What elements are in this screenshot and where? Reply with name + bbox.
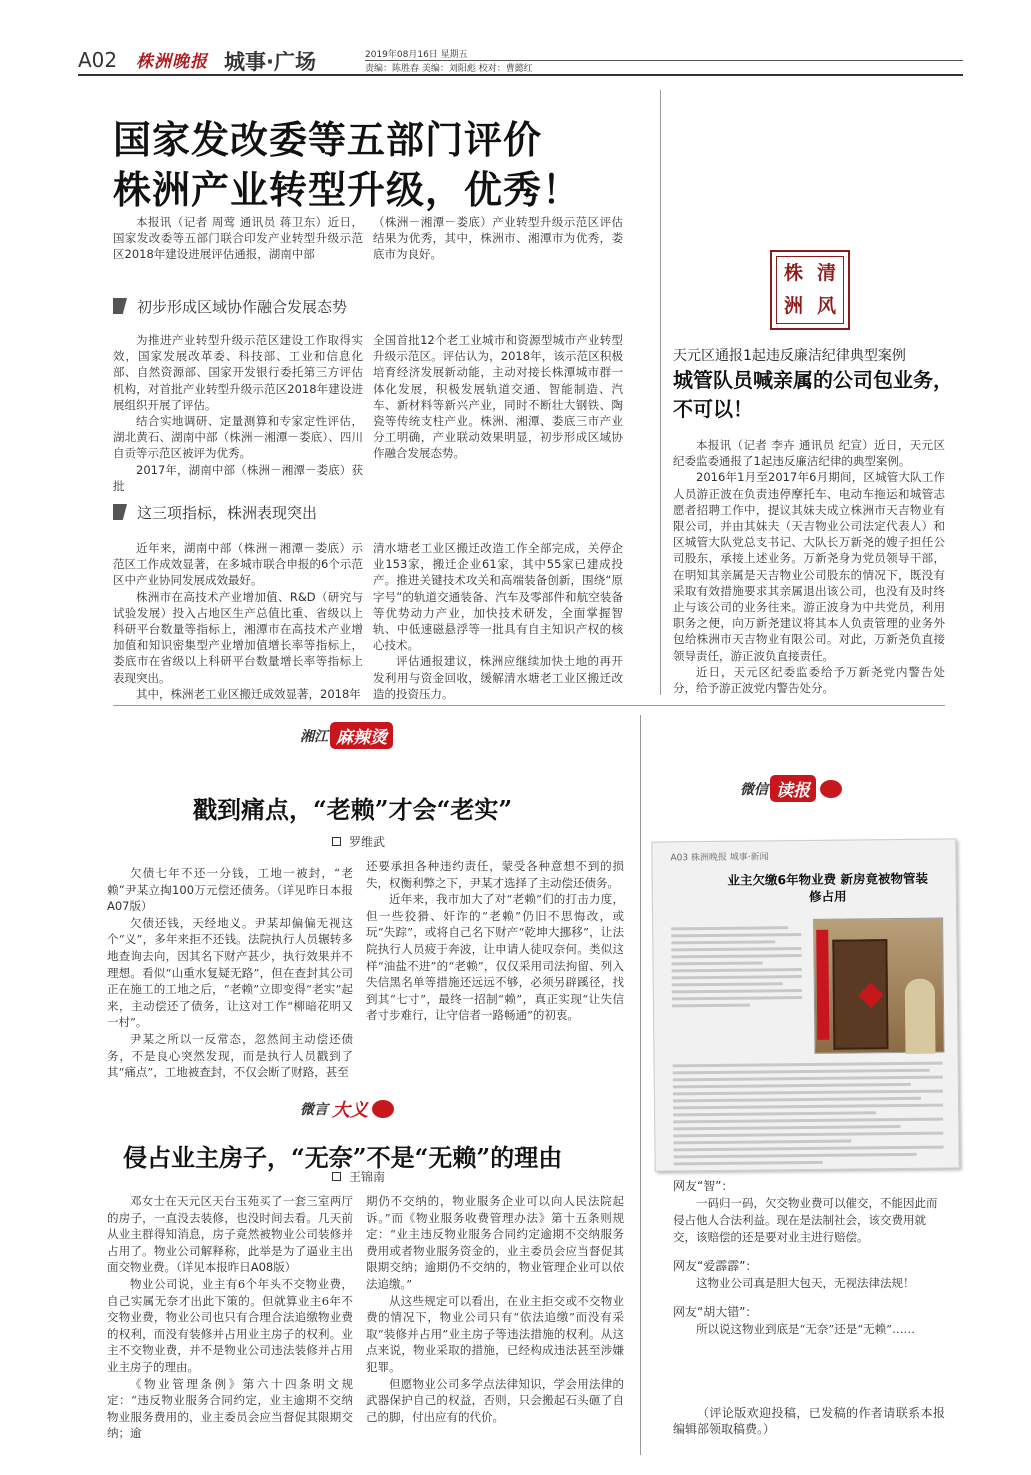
side-paragraph-3: 近日，天元区纪委监委给予万新尧党内警告处分，给予游正波党内警告处分。 (673, 664, 945, 696)
header-rule (78, 74, 963, 76)
side-paragraph-2: 2016年1月至2017年6月期间，区城管大队工作人员游正波在负责违停摩托车、电动车拖运和城管志愿者招聘工作中，提议其妹夫成立株洲市天吉物业有限公司，并由其妹夫（天吉物业公司法定代表人）和区城管大队党总支书记、大队长万新尧的嫂子担任公司股东，承接上述业务。万新尧身为党员领导干部，在明知其亲属是天吉物业公司股东的情况下，既没有采取有效措施要求其亲属退出该公司，也没有及时终止与该公司的业务往来。游正波身为中共党员，利用职务之便，向万新尧建议将其本人负责管理的业务外包给株洲市天吉物业有限公司。对此，万新尧负直接领导责任，游正波负直接责任。 (673, 470, 945, 663)
door-image (832, 939, 888, 1050)
op2-paragraph-2: 物业公司说，业主有6个年头不交物业费，自己实属无奈才出此下策的。但就算业主6年不交物业费，物业公司也只有合理合法追缴物业费的权利，而没有装修并占用业主房子的权利。业主不交物业费，并不是物业公司违法装修并占用业主房子的理由。 (107, 1276, 353, 1374)
badge-prefix: 湘江 (300, 728, 328, 745)
text-line (672, 996, 802, 1000)
text-line (672, 968, 802, 972)
s1-paragraph-1: 为推进产业转型升级示范区建设工作取得实效，国家发展改革委、科技部、工业和信息化部、自然资源部、国家开发银行委托第三方评估机构，对首批产业转型升级示范区2018年建设进展组织开展了评估。 (113, 333, 363, 412)
text-line (673, 1132, 943, 1138)
integrity-seal-stamp (770, 250, 850, 330)
badge-main: 麻辣烫 (330, 722, 393, 749)
newspaper-thumbnail[interactable] (651, 838, 959, 1171)
text-line (673, 1111, 876, 1116)
comment-text: 所以说这物业到底是“无奈”还是“无赖”…… (696, 1322, 916, 1336)
comment-text: 一码归一码，欠交物业费可以催交，不能因此而侵占他人合法利益。现在是法制社会，该交费用就交，该赔偿的还是要对业主进行赔偿。 (673, 1196, 938, 1244)
side-paragraph-1: 本报讯（记者 李卉 通讯员 纪宣）近日，天元区纪委监委通报了1起违反廉洁纪律的典型案例。 (673, 438, 945, 469)
couplet-decoration (816, 930, 829, 1040)
text-line (672, 989, 802, 993)
op1-paragraph-2: 欠债还钱，天经地义。尹某却偏偏无视这个“义”，多年来拒不还钱。法院执行人员辗转多地查询去向，因其名下财产甚少，执行效果并不理想。看似“山重水复疑无路”，但在查封其公司正在施工的工地之后，“老赖”立即变得“老实”起来，主动偿还了债务，让这对工作“柳暗花明又一村”。 (107, 915, 353, 1030)
comment-2 (673, 1258, 945, 1292)
column-badge-weiyan (300, 1096, 394, 1122)
text-line (673, 1083, 911, 1088)
lead-paragraph-2: （株洲－湘潭－娄底）产业转型升级示范区评估结果为优秀，其中，株洲市、湘潭市为优秀，娄底市为良好。 (373, 215, 623, 262)
text-line (671, 954, 801, 958)
op1-paragraph-1: 欠债七年不还一分钱，工地一被封，“老赖”尹某立掏100万元偿还债务。（详见昨日本报A07版） (107, 866, 353, 914)
staff-line: 责编：陈胜春 美编：刘阳彪 校对：曹懿红 (365, 64, 533, 74)
date-line: 2019年08月16日 星期五 (365, 50, 468, 60)
text-line (673, 1069, 930, 1075)
column-badge-weixin (740, 775, 842, 802)
seal-char: 清 (816, 262, 836, 284)
s2-paragraph-1: 近年来，湖南中部（株洲－湘潭－娄底）示范区工作成效显著，在多城市联合申报的6个示范区中产业协同发展成效最好。 (113, 541, 363, 588)
seal-char: 风 (816, 295, 836, 317)
thumb-header: A03 株洲晚报 城事·新闻 (670, 852, 769, 864)
s2-paragraph-2: 株洲市在高技术产业增加值、R&D（研究与试验发展）投入占地区生产总值比重、省级以上科研平台数量等指标上，湘潭市在高技术产业增加值和知识密集型产业增加值增长率等指标上，娄底市在省级以上科研平台数量增长率等指标上表现突出。 (113, 589, 363, 685)
comment-text: 这物业公司真是胆大包天，无视法律法规！ (696, 1276, 915, 1290)
badge-prefix: 微信 (740, 781, 768, 798)
lead-col-2 (373, 214, 623, 263)
subhead-1-label: 初步形成区域协作融合发展态势 (137, 297, 348, 316)
badge-prefix: 微言 (300, 1102, 328, 1118)
s1-paragraph-4: 全国首批12个老工业城市和资源型城市产业转型升级示范区。评估认为，2018年，该示范区积极培育经济发展新动能，主动对接长株潭城市群一体化发展，积极发展轨道交通、智能制造、汽车、新材料等新兴产业，同时不断壮大钢铁、陶瓷等传统支柱产业。株洲、湘潭、娄底三市产业分工明确，产业联动效果明显，初步形成区域协作融合发展态势。 (373, 333, 623, 461)
megaphone-icon (372, 1100, 394, 1118)
op1-paragraph-3: 尹某之所以一反常态，忽然间主动偿还债务，不是良心突然发现，而是执行人员戳到了其“痛点”，工地被查封，不仅会断了财路，甚至 (107, 1031, 353, 1080)
subhead-marker-icon (113, 298, 127, 314)
comment-author: 网友“胡大错”： (673, 1305, 758, 1319)
subhead-1 (113, 292, 623, 320)
op1-paragraph-4: 还要承担各种违约责任，蒙受各种意想不到的损失，权衡利弊之下，尹某才选择了主动偿还债务。 (366, 859, 624, 890)
subhead-2-label: 这三项指标，株洲表现突出 (137, 503, 318, 522)
text-line (673, 1125, 900, 1130)
netizen-comments (673, 1178, 945, 1338)
comment-author: 网友“智”： (673, 1179, 734, 1193)
text-line (671, 933, 801, 937)
s2-paragraph-3: 其中，株洲老工业区搬迁成效显著，2018年 (136, 686, 361, 701)
s1-col-1 (113, 332, 363, 494)
thumb-text-lines (671, 926, 802, 1011)
section-title: 城事·广场 (224, 50, 316, 74)
text-line (673, 1090, 943, 1096)
op1-author: 罗维武 (349, 835, 386, 849)
header-meta (365, 49, 533, 75)
thumb-photo (813, 918, 944, 1054)
headline-line-2: 株洲产业转型升级，优秀！ (113, 168, 582, 212)
op2-paragraph-6: 但愿物业公司多学点法律知识，学会用法律的武器保护自己的权益，否则，只会搬起石头砸了自己的脚，付出应有的代价。 (366, 1376, 624, 1424)
badge-main: 读报 (770, 775, 816, 802)
column-badge-malatang (300, 722, 393, 749)
newspaper-logo: 株洲晚报 (136, 52, 208, 72)
op1-paragraph-5: 近年来，我市加大了对“老赖”们的打击力度，但一些狡猾、奸诈的“老赖”仍旧不思悔改，或玩“失踪”，或将自己名下财产“乾坤大挪移”，让法院执行人员疲于奔波，让申请人徒叹奈何。类似这样“油盐不进”的“老赖”，仅仅采用司法拘留、列入失信黑名单等措施还远远不够，必须另辟蹊径，找到其“七寸”，最终一招制“赖”，真正实现“让失信者寸步难行，让守信者一路畅通”的初衷。 (366, 892, 624, 1023)
text-line (673, 1062, 943, 1068)
text-line (672, 975, 802, 979)
column-divider (660, 90, 661, 695)
s2-paragraph-4: 清水塘老工业区搬迁改造工作全部完成，关停企业153家，搬迁企业61家，其中55家已建成投产。推进关键技术攻关和高端装备创新，围绕“原字号”的轨道交通装备、汽车及零部件和航空装备等优势动力产业，加快技术研发，全面掌握智轨、中低速磁悬浮等一批具有自主知识产权的核心技术。 (373, 541, 623, 653)
headline-line-1: 国家发改委等五部门评价 (113, 118, 543, 162)
byline-square-icon (332, 1172, 341, 1181)
op2-paragraph-5: 从这些规定可以看出，在业主拒交或不交物业费的情况下，物业公司只有“依法追缴”而没有采取“装修并占用”业主房子等违法措施的权利。从这点来说，物业采取的措施，已经构成违法甚至涉嫌犯罪。 (366, 1293, 624, 1374)
op1-col-2 (366, 858, 624, 1024)
text-line (673, 1097, 921, 1103)
s1-paragraph-2: 结合实地调研、定量测算和专家定性评估，湖北黄石、湖南中部（株洲－湘潭－娄底）、四川自贡等示范区被评为优秀。 (113, 414, 363, 461)
seal-char: 株 (783, 262, 803, 284)
subhead-marker-icon (113, 504, 127, 520)
person-figure (905, 979, 936, 1054)
s2-paragraph-5: 评估通报建议，株洲应继续加快土地的再开发利用与资金回收，缓解清水塘老工业区搬迁改造的投资压力。 (373, 654, 623, 701)
comment-3 (673, 1304, 945, 1338)
op1-col-1 (107, 865, 353, 1081)
column-divider (640, 715, 641, 1455)
op1-byline (332, 833, 385, 850)
op1-title: 戳到痛点，“老赖”才会“老实” (193, 795, 513, 824)
submission-note (673, 1405, 945, 1437)
thumb-title: 业主欠缴6年物业费 新房竟被物管装修占用 (727, 870, 929, 904)
text-line (671, 926, 788, 930)
op2-author: 王锦南 (349, 1170, 386, 1184)
op2-col-2 (366, 1193, 624, 1425)
thumb-lower-lines (673, 1062, 944, 1170)
text-line (673, 1118, 943, 1124)
s1-paragraph-3: 2017年，湖南中部（株洲－湘潭－娄底）获批 (113, 462, 363, 493)
text-line (672, 961, 763, 965)
text-line (671, 947, 801, 951)
s2-col-1 (113, 540, 363, 702)
lead-col-1 (113, 214, 363, 263)
s2-col-2 (373, 540, 623, 702)
seal-inner (776, 256, 844, 324)
badge-main: 大义 (332, 1100, 368, 1121)
op2-col-1 (107, 1193, 353, 1442)
subhead-2 (113, 498, 623, 526)
text-line (673, 1076, 943, 1082)
side-story-title: 城管队员喊亲属的公司包业务，不可以！ (673, 368, 953, 421)
chat-bubble-icon (820, 780, 842, 798)
s1-col-2 (373, 332, 623, 462)
side-story-body (673, 437, 945, 696)
main-headline (113, 115, 673, 215)
text-line (672, 1004, 750, 1008)
text-line (673, 1140, 851, 1145)
op2-title: 侵占业主房子，“无奈”不是“无赖”的理由 (123, 1143, 563, 1172)
page-number: A02 (78, 48, 118, 72)
op2-paragraph-1: 邓女士在天元区天台玉苑买了一套三室两厅的房子，一直没去装修，也没时间去看。几天前从业主群得知消息，房子竟然被物业公司装修并占用了。物业公司解释称，此举是为了逼业主出面交物业费。（详见本报昨日A08版） (107, 1194, 353, 1275)
text-line (674, 1153, 917, 1159)
op2-byline (332, 1168, 385, 1185)
lead-paragraph-1: 本报讯（记者 周莺 通讯员 蒋卫东）近日，国家发改委等五部门联合印发产业转型升级示范区2018年建设进展评估通报，湖南中部 (113, 215, 363, 262)
seal-char: 洲 (783, 295, 803, 317)
text-line (674, 1161, 823, 1166)
text-line (671, 940, 775, 944)
header-rule-thin (365, 60, 963, 61)
text-line (673, 1104, 943, 1110)
fu-decoration (858, 983, 883, 1008)
side-story-kicker: 天元区通报1起违反廉洁纪律典型案例 (673, 348, 906, 364)
text-line (672, 982, 783, 986)
op2-paragraph-4: 期仍不交纳的，物业服务企业可以向人民法院起诉。”而《物业服务收费管理办法》第十五条则规定：“业主违反物业服务合同约定逾期不交纳服务费用或者物业服务资金的，业主委员会应当督促其限期交纳；逾期仍不交纳的，物业管理企业可以依法追缴。” (366, 1194, 624, 1291)
op2-paragraph-3: 《物业管理条例》第六十四条明文规定：“违反物业服务合同约定，业主逾期不交纳物业服务费用的，业主委员会应当督促其限期交纳；逾 (107, 1376, 353, 1441)
comment-author: 网友“爱霹霹”： (673, 1259, 758, 1273)
comment-1 (673, 1178, 945, 1246)
section-separator (113, 705, 945, 706)
text-line (673, 1146, 943, 1152)
footer-note: （评论版欢迎投稿，已发稿的作者请联系本报编辑部领取稿费。） (673, 1406, 945, 1437)
byline-square-icon (332, 837, 341, 846)
